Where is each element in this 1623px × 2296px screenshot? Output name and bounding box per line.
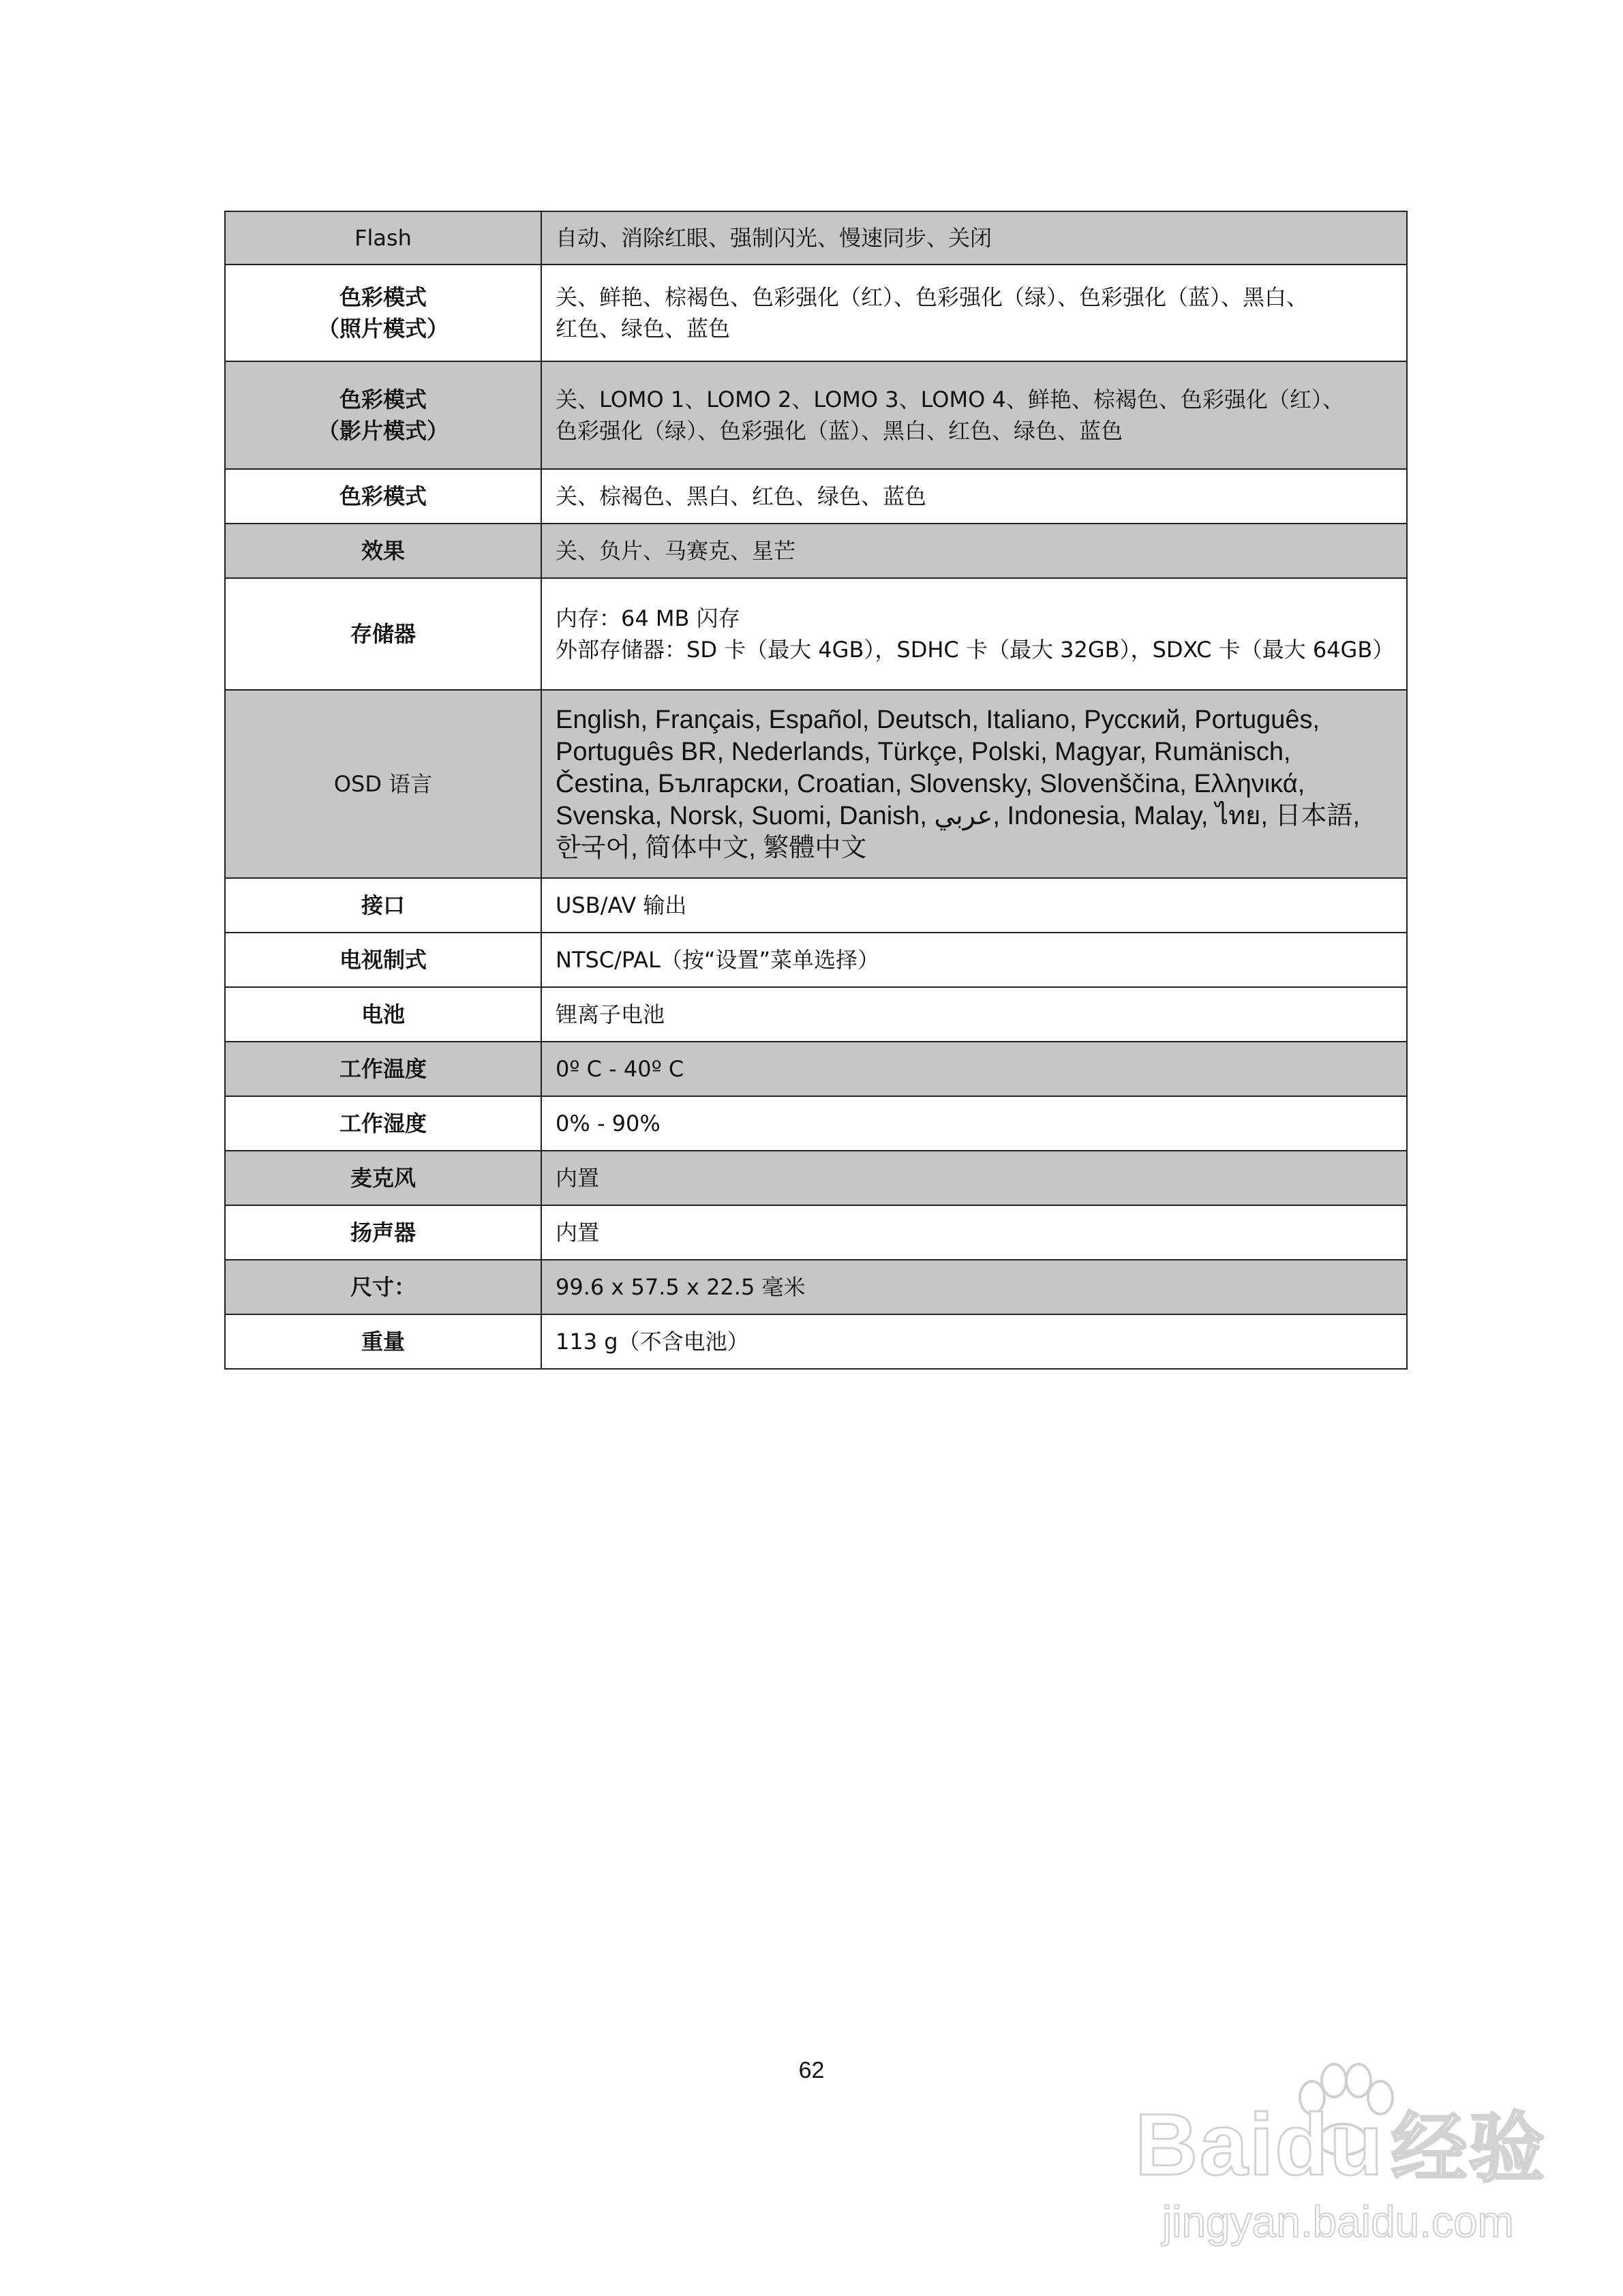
spec-label-line: 尺寸： bbox=[350, 1274, 416, 1300]
spec-label-line: 扬声器 bbox=[350, 1220, 416, 1245]
spec-value-line: 한국어, 简体中文, 繁體中文 bbox=[556, 833, 867, 862]
spec-row bbox=[225, 1314, 1407, 1369]
watermark-brand-cn: 经验 bbox=[1391, 2104, 1547, 2193]
spec-row bbox=[225, 878, 1407, 933]
spec-value bbox=[541, 933, 1407, 987]
spec-label-line: （照片模式） bbox=[317, 316, 449, 342]
spec-label bbox=[225, 933, 541, 987]
spec-label bbox=[225, 1260, 541, 1314]
spec-value bbox=[541, 265, 1407, 361]
spec-label bbox=[225, 265, 541, 361]
spec-label-line: Flash bbox=[354, 225, 412, 251]
spec-row bbox=[225, 265, 1407, 361]
spec-label-line: 电池 bbox=[361, 1001, 405, 1027]
spec-row bbox=[225, 1042, 1407, 1096]
spec-label-line: （影片模式） bbox=[317, 418, 449, 444]
spec-value-line: USB/AV 输出 bbox=[556, 892, 687, 918]
spec-value-line: Português BR, Nederlands, Türkçe, Polski, Magyar, Rumänisch, bbox=[556, 737, 1291, 766]
spec-value bbox=[541, 1042, 1407, 1096]
spec-label-line: 工作温度 bbox=[339, 1056, 427, 1082]
spec-value bbox=[541, 690, 1407, 878]
spec-value-line: 113 g（不含电池） bbox=[556, 1329, 749, 1355]
spec-label bbox=[225, 878, 541, 933]
spec-label-line: 麦克风 bbox=[350, 1165, 416, 1191]
watermark-brand-latin2: du bbox=[1275, 2096, 1384, 2194]
spec-row bbox=[225, 524, 1407, 578]
spec-label-line: 电视制式 bbox=[339, 947, 427, 973]
baidu-jingyan-watermark bbox=[1135, 2060, 1547, 2265]
spec-value bbox=[541, 1314, 1407, 1369]
spec-label-line: 接口 bbox=[361, 892, 405, 918]
spec-label bbox=[225, 987, 541, 1042]
spec-label bbox=[225, 690, 541, 878]
spec-value-line: 色彩强化（绿）、色彩强化（蓝）、黑白、红色、绿色、蓝色 bbox=[556, 418, 1123, 444]
spec-value-line: 关、LOMO 1、LOMO 2、LOMO 3、LOMO 4、鲜艳、棕褐色、色彩强化（红）、 bbox=[556, 387, 1344, 412]
spec-row bbox=[225, 469, 1407, 524]
spec-value-line: 关、负片、马赛克、星芒 bbox=[556, 538, 796, 564]
spec-value-line: 锂离子电池 bbox=[556, 1001, 665, 1027]
spec-value-line: Svenska, Norsk, Suomi, Danish, عربي, Indonesia, Malay, ไทย, 日本語, bbox=[556, 801, 1361, 830]
spec-label-line: 存储器 bbox=[350, 621, 416, 647]
spec-value bbox=[541, 1260, 1407, 1314]
spec-label-line: 重量 bbox=[361, 1329, 405, 1355]
spec-table-body bbox=[225, 211, 1407, 1369]
spec-row bbox=[225, 933, 1407, 987]
spec-value-line: 关、鲜艳、棕褐色、色彩强化（红）、色彩强化（绿）、色彩强化（蓝）、黑白、 bbox=[556, 284, 1309, 310]
watermark-brand bbox=[1135, 2087, 1547, 2197]
spec-label bbox=[225, 578, 541, 690]
spec-row bbox=[225, 987, 1407, 1042]
spec-value bbox=[541, 1096, 1407, 1151]
spec-value-line: 外部存储器：SD 卡（最大 4GB），SDHC 卡（最大 32GB），SDXC 卡（最大 64GB） bbox=[556, 637, 1395, 663]
spec-label bbox=[225, 211, 541, 265]
spec-value-line: 0º C - 40º C bbox=[556, 1056, 684, 1082]
spec-value-line: 红色、绿色、蓝色 bbox=[556, 316, 731, 342]
spec-row bbox=[225, 1260, 1407, 1314]
spec-value bbox=[541, 524, 1407, 578]
watermark-brand-latin: Bai bbox=[1135, 2096, 1275, 2194]
spec-label bbox=[225, 1042, 541, 1096]
spec-label-line: 色彩模式 bbox=[339, 483, 427, 509]
spec-value-line: NTSC/PAL（按“设置”菜单选择） bbox=[556, 947, 880, 973]
spec-label bbox=[225, 469, 541, 524]
spec-row bbox=[225, 361, 1407, 469]
spec-value bbox=[541, 987, 1407, 1042]
spec-value-line: 内置 bbox=[556, 1165, 600, 1191]
spec-value bbox=[541, 1151, 1407, 1205]
spec-value bbox=[541, 211, 1407, 265]
spec-row bbox=[225, 211, 1407, 265]
spec-value-line: 关、棕褐色、黑白、红色、绿色、蓝色 bbox=[556, 483, 927, 509]
spec-label bbox=[225, 1314, 541, 1369]
spec-value bbox=[541, 469, 1407, 524]
spec-label bbox=[225, 1205, 541, 1260]
spec-row bbox=[225, 578, 1407, 690]
spec-row bbox=[225, 1151, 1407, 1205]
spec-label bbox=[225, 361, 541, 469]
spec-label-line: OSD 语言 bbox=[333, 771, 433, 797]
spec-label-line: 色彩模式 bbox=[339, 284, 427, 310]
spec-value bbox=[541, 361, 1407, 469]
spec-table bbox=[224, 211, 1408, 1370]
page-number: 62 bbox=[798, 2057, 825, 2083]
spec-row bbox=[225, 1205, 1407, 1260]
spec-row bbox=[225, 690, 1407, 878]
watermark-url: jingyan.baidu.com bbox=[1162, 2197, 1514, 2246]
spec-label bbox=[225, 1151, 541, 1205]
spec-label bbox=[225, 1096, 541, 1151]
spec-label-line: 色彩模式 bbox=[339, 387, 427, 412]
spec-value-line: English, Français, Español, Deutsch, Italiano, Русский, Português, bbox=[556, 705, 1320, 734]
spec-value-line: 自动、消除红眼、强制闪光、慢速同步、关闭 bbox=[556, 225, 992, 251]
spec-value-line: 内置 bbox=[556, 1220, 600, 1245]
spec-label-line: 工作湿度 bbox=[339, 1111, 427, 1136]
spec-value-line: Čestina, Български, Croatian, Slovensky, Slovenščina, Ελληνικά, bbox=[556, 769, 1305, 798]
spec-value-line: 99.6 x 57.5 x 22.5 毫米 bbox=[556, 1274, 806, 1300]
spec-value-line: 0% - 90% bbox=[556, 1111, 661, 1136]
spec-value bbox=[541, 578, 1407, 690]
spec-value bbox=[541, 1205, 1407, 1260]
spec-value-line: 内存：64 MB 闪存 bbox=[556, 605, 740, 631]
spec-label bbox=[225, 524, 541, 578]
spec-value bbox=[541, 878, 1407, 933]
spec-label-line: 效果 bbox=[361, 538, 405, 564]
spec-row bbox=[225, 1096, 1407, 1151]
